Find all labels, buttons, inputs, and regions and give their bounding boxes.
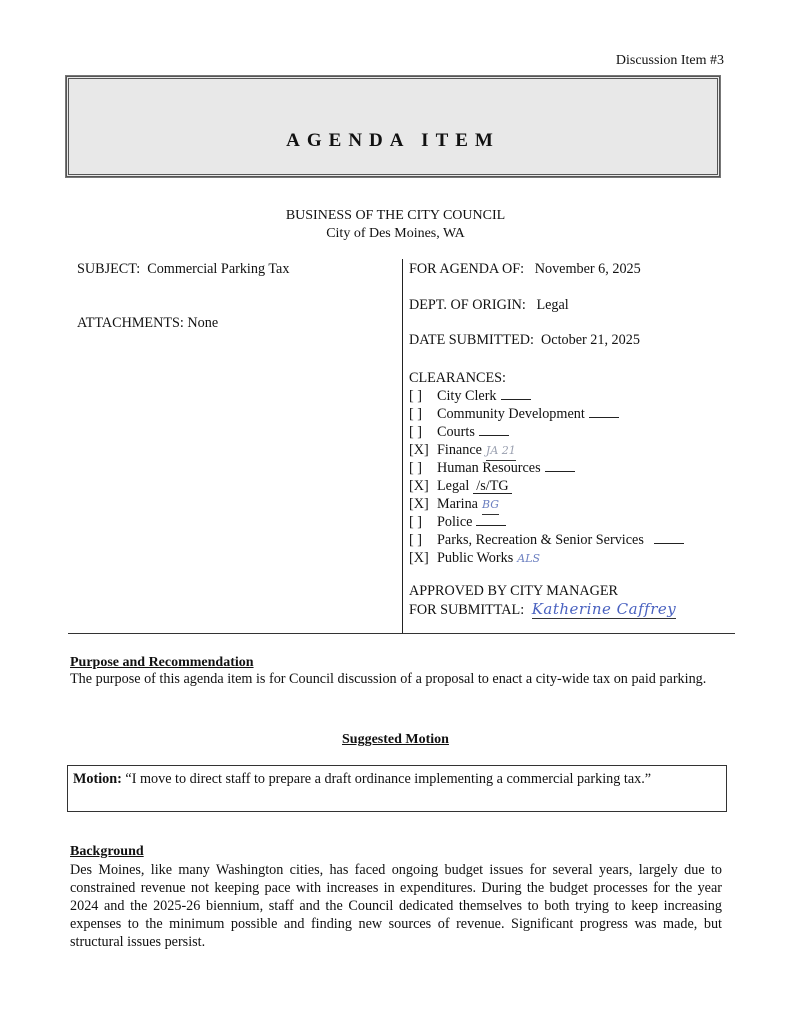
purpose-text: The purpose of this agenda item is for Council discussion of a proposal to enact a city-wide tax on paid parking. xyxy=(70,671,707,687)
clearance-name: Public Works xyxy=(437,550,514,566)
agenda-title-box xyxy=(66,76,720,177)
background-section xyxy=(70,843,722,951)
purpose-heading: Purpose and Recommendation xyxy=(70,655,254,670)
clearance-name: Marina xyxy=(437,496,478,512)
subject-value: Commercial Parking Tax xyxy=(147,261,290,277)
clearance-name: Finance xyxy=(437,442,482,458)
clearance-checkbox: [ ] xyxy=(409,460,422,476)
subject-label: SUBJECT: xyxy=(77,261,141,277)
clearance-checkbox: [ ] xyxy=(409,424,422,440)
suggested-motion-heading-wrap xyxy=(0,731,791,748)
clearance-checkbox: [ ] xyxy=(409,514,422,530)
clearance-name: Parks, Recreation & Senior Services xyxy=(437,532,644,548)
agenda-of-row xyxy=(409,261,641,278)
clearance-marina xyxy=(409,495,684,513)
column-divider xyxy=(402,259,403,634)
signoff-blank xyxy=(476,513,506,526)
clearance-courts xyxy=(409,423,684,441)
date-submitted-value: October 21, 2025 xyxy=(541,332,640,348)
approved-line-2-row xyxy=(409,600,676,619)
marina-initials: BG xyxy=(482,496,499,515)
agenda-of-value: November 6, 2025 xyxy=(534,261,641,277)
clearances-list xyxy=(409,369,684,567)
clearance-public-works xyxy=(409,549,684,567)
finance-initials: JA 21 xyxy=(486,442,516,461)
public-works-initials: ALS xyxy=(517,552,541,565)
suggested-motion-heading: Suggested Motion xyxy=(342,732,449,747)
clearance-legal xyxy=(409,477,684,495)
dept-origin-row xyxy=(409,297,569,314)
clearance-name: Community Development xyxy=(437,406,585,422)
clearance-checkbox: [ ] xyxy=(409,388,422,404)
clearance-checkbox: [ ] xyxy=(409,406,422,422)
date-submitted-label: DATE SUBMITTED: xyxy=(409,332,534,348)
approved-line-1: APPROVED BY CITY MANAGER xyxy=(409,583,619,599)
dept-origin-label: DEPT. OF ORIGIN: xyxy=(409,297,526,313)
purpose-section xyxy=(70,654,730,688)
clearance-name: City Clerk xyxy=(437,388,497,404)
discussion-item-label: Discussion Item #3 xyxy=(615,53,724,68)
attachments-value: None xyxy=(187,315,219,331)
clearance-name: Human Resources xyxy=(437,460,541,476)
clearance-name: Courts xyxy=(437,424,475,440)
clearance-finance xyxy=(409,441,684,459)
signoff-blank xyxy=(501,387,531,400)
city-manager-approval xyxy=(409,582,676,619)
approved-line-2: FOR SUBMITTAL: xyxy=(409,602,525,618)
dept-origin-value: Legal xyxy=(536,297,569,313)
city-line: City of Des Moines, WA xyxy=(326,226,465,241)
attachments-row xyxy=(77,315,218,332)
motion-label: Motion: xyxy=(73,771,122,787)
clearance-checkbox: [X] xyxy=(409,496,429,512)
signoff-blank xyxy=(479,423,509,436)
clearance-checkbox: [X] xyxy=(409,478,429,494)
clearance-police xyxy=(409,513,684,531)
council-heading xyxy=(0,207,791,243)
clearance-checkbox: [X] xyxy=(409,550,429,566)
clearances-heading: CLEARANCES: xyxy=(409,370,506,386)
background-heading: Background xyxy=(70,844,144,859)
clearance-community-development xyxy=(409,405,684,423)
date-submitted-row xyxy=(409,332,640,349)
signoff-blank xyxy=(589,405,619,418)
clearance-checkbox: [ ] xyxy=(409,532,422,548)
attachments-label: ATTACHMENTS: xyxy=(77,315,184,331)
motion-text: “I move to direct staff to prepare a draft ordinance implementing a commercial parking tax.” xyxy=(125,771,652,787)
background-text: Des Moines, like many Washington cities, has faced ongoing budget issues for several years, largely due to constrained revenue not keeping pace with increases in expenditures. During the budget processes for the year 2024 and the 2025-26 biennium, staff and the Council dedicated themselves to both trying to keep increasing expenses to the minimum possible and finding new sources of revenue. Significant progress was made, but structural issues persist. xyxy=(70,862,722,950)
motion-box xyxy=(67,765,727,812)
legal-initials: /s/TG xyxy=(473,480,511,494)
signoff-blank xyxy=(654,531,684,544)
signoff-blank xyxy=(545,459,575,472)
clearance-human-resources xyxy=(409,459,684,477)
subject-row xyxy=(77,261,289,278)
city-manager-signature: Katherine Caffrey xyxy=(531,600,677,618)
business-line: BUSINESS OF THE CITY COUNCIL xyxy=(285,208,506,223)
clearance-city-clerk xyxy=(409,387,684,405)
agenda-of-label: FOR AGENDA OF: xyxy=(409,261,525,277)
clearance-name: Legal xyxy=(437,478,470,494)
clearance-parks-recreation xyxy=(409,531,684,549)
clearance-name: Police xyxy=(437,514,473,530)
clearance-checkbox: [X] xyxy=(409,442,429,458)
agenda-title: AGENDA ITEM xyxy=(286,130,500,151)
header-bottom-rule xyxy=(68,633,735,634)
